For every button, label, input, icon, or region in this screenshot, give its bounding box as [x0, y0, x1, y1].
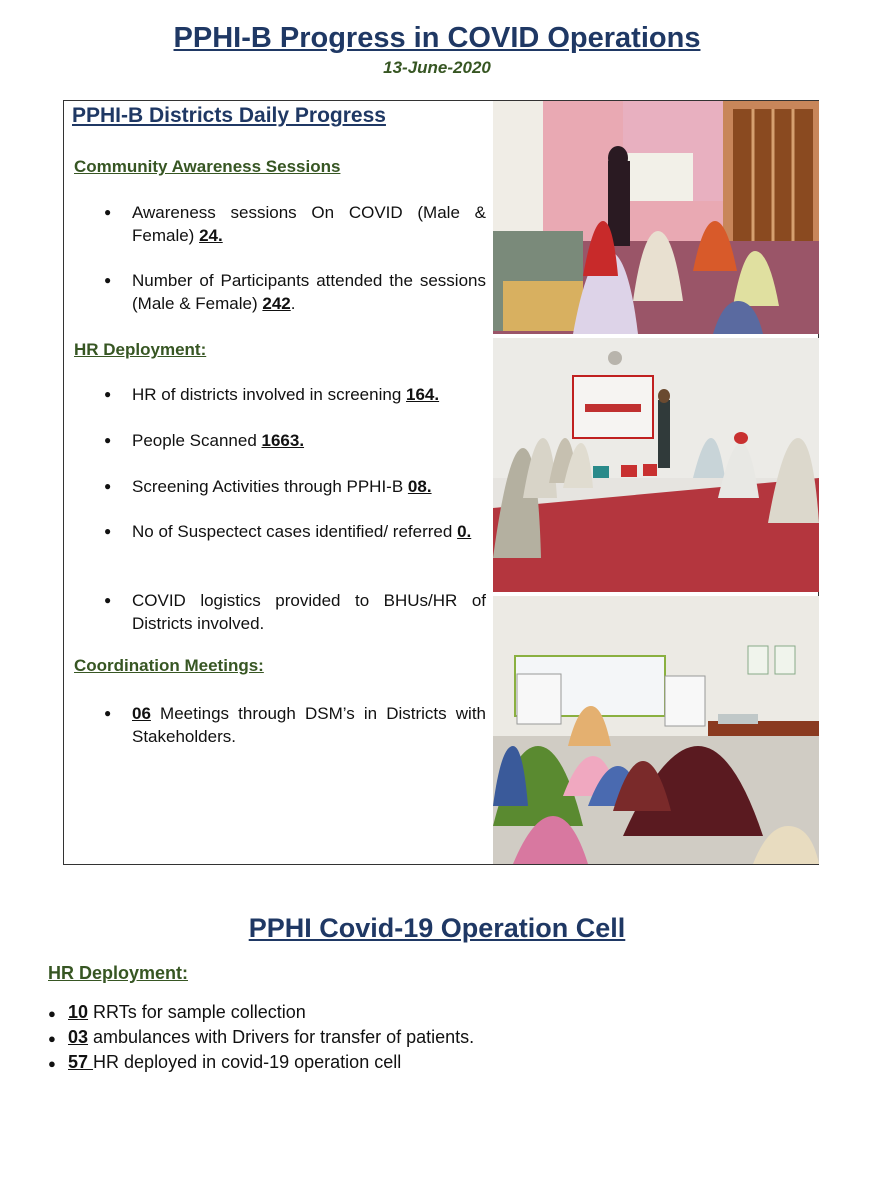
districts-progress-box [63, 100, 819, 865]
bullet-icon: ● [104, 479, 112, 493]
awareness-session-photo-group [493, 596, 819, 864]
box-heading: PPHI-B Districts Daily Progress [72, 104, 386, 127]
list-item: ● 03 ambulances with Drivers for transfer of patients. [48, 1025, 474, 1051]
awareness-session-photo-women [493, 101, 819, 334]
operation-cell-title: PPHI Covid-19 Operation Cell [248, 913, 626, 943]
bullet-icon: ● [104, 273, 112, 287]
page-title: PPHI-B Progress in COVID Operations [173, 22, 701, 54]
bullet-icon: ● [104, 524, 112, 538]
bullet-icon: ● [48, 1006, 56, 1021]
report-date: 13-June-2020 [383, 58, 491, 77]
bullet-icon: ● [48, 1031, 56, 1046]
bullet-icon: ● [104, 433, 112, 447]
section-title-awareness: Community Awareness Sessions [74, 157, 341, 176]
progress-text-column: PPHI-B Districts Daily Progress Community Awareness Sessions ● Awareness sessions On COVID (Male & Female) 24. ● Number of Participants attended the sessions (Male & Female) 242. HR Deployment: ● HR of districts involved in screening 164. ● People Scanned 1663. ● Screening Activities through PPHI-B 08. ● No of Suspectect cases identified/ referred 0. ● COVID logistics provided to BHUs/HR of Districts involved. Coordination Meetings: ● 06 Meetings through DSM’s in Districts with Stakeholders. [72, 104, 486, 746]
bullet-icon: ● [48, 1056, 56, 1071]
list-item: ● 10 RRTs for sample collection [48, 1000, 306, 1026]
list-item: ● 57 HR deployed in covid-19 operation cell [48, 1050, 401, 1076]
bullet-icon: ● [104, 387, 112, 401]
bullet-icon: ● [104, 205, 112, 219]
bullet-icon: ● [104, 593, 112, 607]
photo-column [493, 101, 819, 864]
bullet-icon: ● [104, 706, 112, 720]
awareness-session-photo-men [493, 338, 819, 592]
section-title-hr: HR Deployment: [74, 340, 207, 359]
operation-cell-section-title: HR Deployment: [48, 963, 189, 983]
section-title-coordination: Coordination Meetings: [74, 656, 264, 675]
